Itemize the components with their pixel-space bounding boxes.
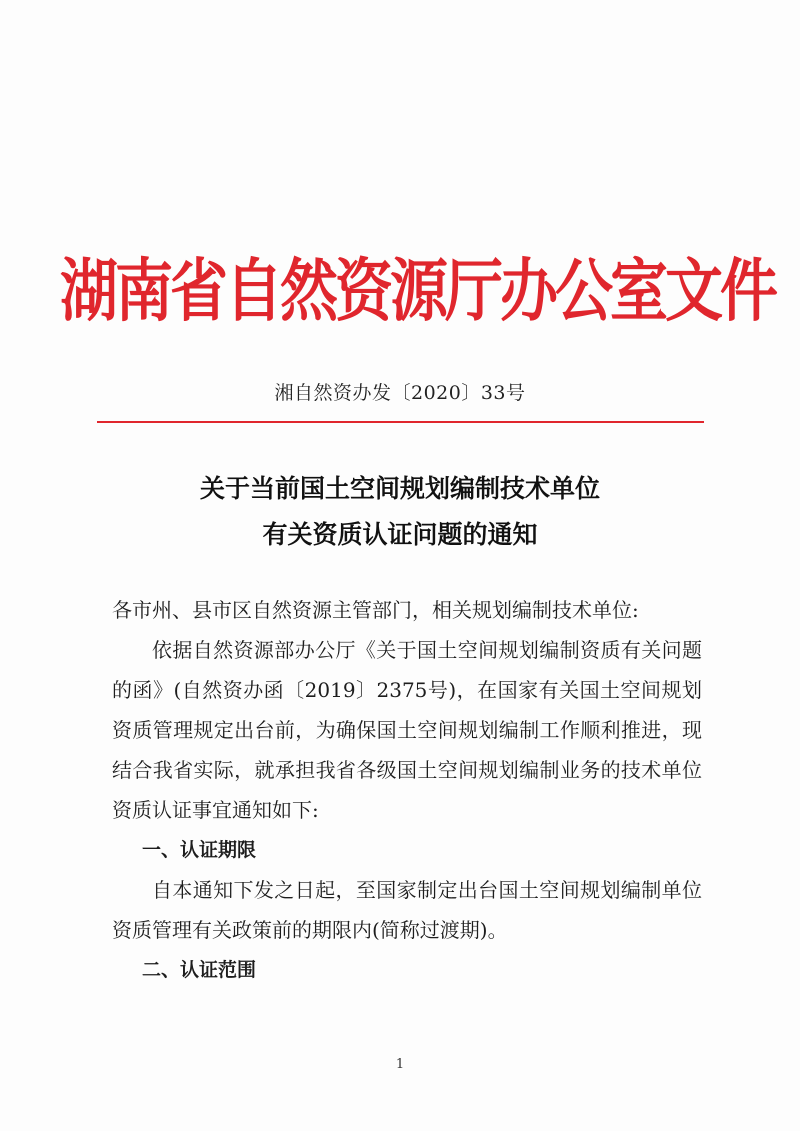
document-number: 湘自然资办发〔2020〕33号 [274, 382, 526, 404]
section-1-heading: 一、认证期限 [142, 839, 257, 861]
masthead-title: 湖南省自然资源厅办公室文件 [60, 250, 776, 332]
paragraph-2: 自本通知下发之日起，至国家制定出台国土空间规划编制单位资质管理有关政策前的期限内(简称过渡期)。 [112, 878, 702, 942]
red-separator-line [97, 421, 704, 423]
section-2-heading: 二、认证范围 [142, 959, 257, 981]
title-line-1: 关于当前国土空间规划编制技术单位 [199, 474, 600, 503]
page-number: 1 [395, 1057, 405, 1072]
document-body [112, 590, 702, 990]
title-line-2: 有关资质认证问题的通知 [262, 520, 538, 549]
paragraph-1: 依据自然资源部办公厅《关于国土空间规划编制资质有关问题的函》(自然资办函〔2019〕2375号)，在国家有关国土空间规划资质管理规定出台前，为确保国土空间规划编制工作顺利推进，现结合我省实际，就承担我省各级国土空间规划编制业务的技术单位资质认证事宜通知如下: [112, 638, 702, 822]
salutation: 各市州、县市区自然资源主管部门，相关规划编制技术单位: [112, 598, 639, 622]
document-title [0, 466, 800, 558]
